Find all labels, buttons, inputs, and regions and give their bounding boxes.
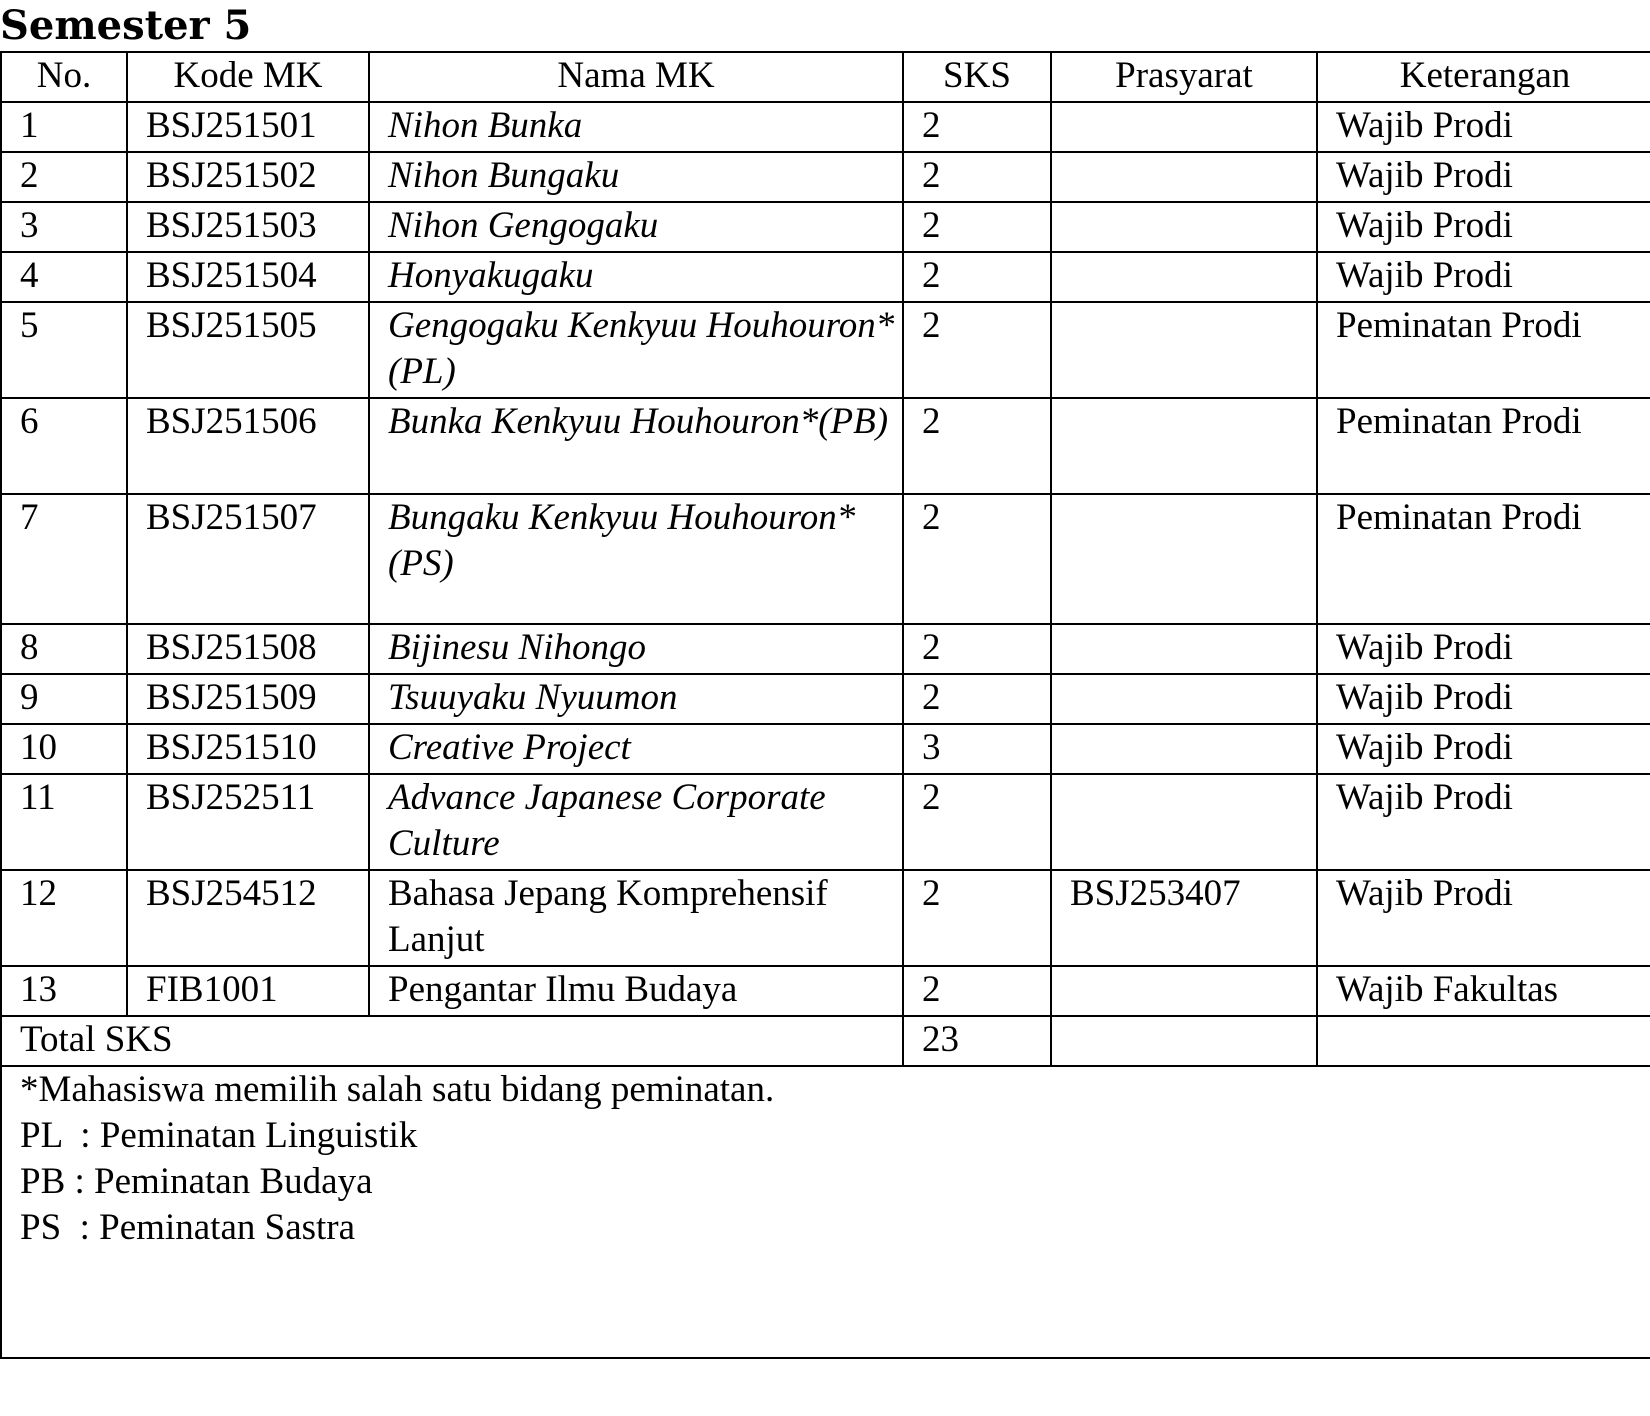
total-value: 23 [903, 1016, 1051, 1066]
cell-keterangan: Wajib Prodi [1317, 202, 1650, 252]
header-keterangan: Keterangan [1317, 52, 1650, 102]
cell-prasyarat [1051, 202, 1317, 252]
table-row [1, 398, 1650, 494]
cell-prasyarat [1051, 494, 1317, 624]
cell-no: 1 [1, 102, 127, 152]
cell-sks: 2 [903, 102, 1051, 152]
cell-prasyarat [1051, 966, 1317, 1016]
header-row [1, 52, 1650, 102]
notes-cell [1, 1066, 1650, 1358]
table-row [1, 674, 1650, 724]
table-row [1, 724, 1650, 774]
cell-no: 12 [1, 870, 127, 966]
cell-nama: Bungaku Kenkyuu Houhouron*(PS) [369, 494, 903, 624]
table-row [1, 102, 1650, 152]
note-line: PB : Peminatan Budaya [20, 1161, 373, 1202]
cell-prasyarat [1051, 674, 1317, 724]
table-row [1, 202, 1650, 252]
cell-kode: BSJ251505 [127, 302, 369, 398]
cell-prasyarat [1051, 724, 1317, 774]
cell-keterangan: Wajib Prodi [1317, 674, 1650, 724]
cell-kode: BSJ251501 [127, 102, 369, 152]
total-label: Total SKS [1, 1016, 903, 1066]
page-title: Semester 5 [0, 2, 252, 49]
cell-prasyarat [1051, 624, 1317, 674]
cell-kode: BSJ251508 [127, 624, 369, 674]
cell-sks: 2 [903, 302, 1051, 398]
cell-sks: 2 [903, 624, 1051, 674]
cell-sks: 2 [903, 252, 1051, 302]
cell-kode: FIB1001 [127, 966, 369, 1016]
cell-kode: BSJ251504 [127, 252, 369, 302]
note-line: *Mahasiswa memilih salah satu bidang peminatan. [20, 1069, 775, 1110]
cell-keterangan: Wajib Prodi [1317, 724, 1650, 774]
cell-kode: BSJ252511 [127, 774, 369, 870]
cell-no: 7 [1, 494, 127, 624]
cell-nama: Nihon Bungaku [369, 152, 903, 202]
cell-nama: Bijinesu Nihongo [369, 624, 903, 674]
cell-no: 4 [1, 252, 127, 302]
total-prasyarat-empty [1051, 1016, 1317, 1066]
cell-no: 9 [1, 674, 127, 724]
cell-no: 5 [1, 302, 127, 398]
cell-kode: BSJ254512 [127, 870, 369, 966]
cell-no: 13 [1, 966, 127, 1016]
note-line: PL : Peminatan Linguistik [20, 1115, 418, 1156]
cell-sks: 2 [903, 870, 1051, 966]
cell-nama: Tsuuyaku Nyuumon [369, 674, 903, 724]
cell-keterangan: Wajib Prodi [1317, 102, 1650, 152]
table-row [1, 302, 1650, 398]
note-line: PS : Peminatan Sastra [20, 1207, 356, 1248]
cell-kode: BSJ251507 [127, 494, 369, 624]
cell-kode: BSJ251503 [127, 202, 369, 252]
cell-no: 2 [1, 152, 127, 202]
cell-nama: Honyakugaku [369, 252, 903, 302]
cell-prasyarat [1051, 398, 1317, 494]
cell-nama: Advance Japanese Corporate Culture [369, 774, 903, 870]
table-row [1, 870, 1650, 966]
cell-sks: 2 [903, 152, 1051, 202]
header-prasyarat: Prasyarat [1051, 52, 1317, 102]
cell-keterangan: Peminatan Prodi [1317, 398, 1650, 494]
cell-sks: 2 [903, 202, 1051, 252]
header-no: No. [1, 52, 127, 102]
cell-nama: Pengantar Ilmu Budaya [369, 966, 903, 1016]
cell-no: 11 [1, 774, 127, 870]
cell-keterangan: Wajib Prodi [1317, 624, 1650, 674]
header-nama: Nama MK [369, 52, 903, 102]
cell-nama: Bunka Kenkyuu Houhouron*(PB) [369, 398, 903, 494]
cell-no: 6 [1, 398, 127, 494]
cell-sks: 2 [903, 398, 1051, 494]
table-row [1, 252, 1650, 302]
cell-keterangan: Peminatan Prodi [1317, 494, 1650, 624]
cell-nama: Creative Project [369, 724, 903, 774]
table-row [1, 152, 1650, 202]
cell-no: 10 [1, 724, 127, 774]
cell-prasyarat [1051, 252, 1317, 302]
cell-prasyarat [1051, 152, 1317, 202]
cell-prasyarat [1051, 774, 1317, 870]
cell-no: 8 [1, 624, 127, 674]
cell-nama: Gengogaku Kenkyuu Houhouron*(PL) [369, 302, 903, 398]
total-row [1, 1016, 1650, 1066]
cell-nama: Nihon Bunka [369, 102, 903, 152]
cell-sks: 3 [903, 724, 1051, 774]
cell-keterangan: Peminatan Prodi [1317, 302, 1650, 398]
total-keterangan-empty [1317, 1016, 1650, 1066]
header-kode: Kode MK [127, 52, 369, 102]
course-table [0, 51, 1650, 1359]
cell-prasyarat: BSJ253407 [1051, 870, 1317, 966]
header-sks: SKS [903, 52, 1051, 102]
cell-prasyarat [1051, 102, 1317, 152]
cell-kode: BSJ251510 [127, 724, 369, 774]
cell-sks: 2 [903, 494, 1051, 624]
cell-keterangan: Wajib Prodi [1317, 870, 1650, 966]
table-row [1, 494, 1650, 624]
cell-sks: 2 [903, 674, 1051, 724]
table-row [1, 624, 1650, 674]
cell-sks: 2 [903, 966, 1051, 1016]
cell-kode: BSJ251506 [127, 398, 369, 494]
cell-keterangan: Wajib Fakultas [1317, 966, 1650, 1016]
cell-sks: 2 [903, 774, 1051, 870]
cell-keterangan: Wajib Prodi [1317, 252, 1650, 302]
table-row [1, 774, 1650, 870]
cell-nama: Bahasa Jepang Komprehensif Lanjut [369, 870, 903, 966]
notes-row [1, 1066, 1650, 1358]
cell-keterangan: Wajib Prodi [1317, 774, 1650, 870]
cell-kode: BSJ251502 [127, 152, 369, 202]
cell-no: 3 [1, 202, 127, 252]
cell-keterangan: Wajib Prodi [1317, 152, 1650, 202]
table-row [1, 966, 1650, 1016]
cell-prasyarat [1051, 302, 1317, 398]
cell-nama: Nihon Gengogaku [369, 202, 903, 252]
cell-kode: BSJ251509 [127, 674, 369, 724]
